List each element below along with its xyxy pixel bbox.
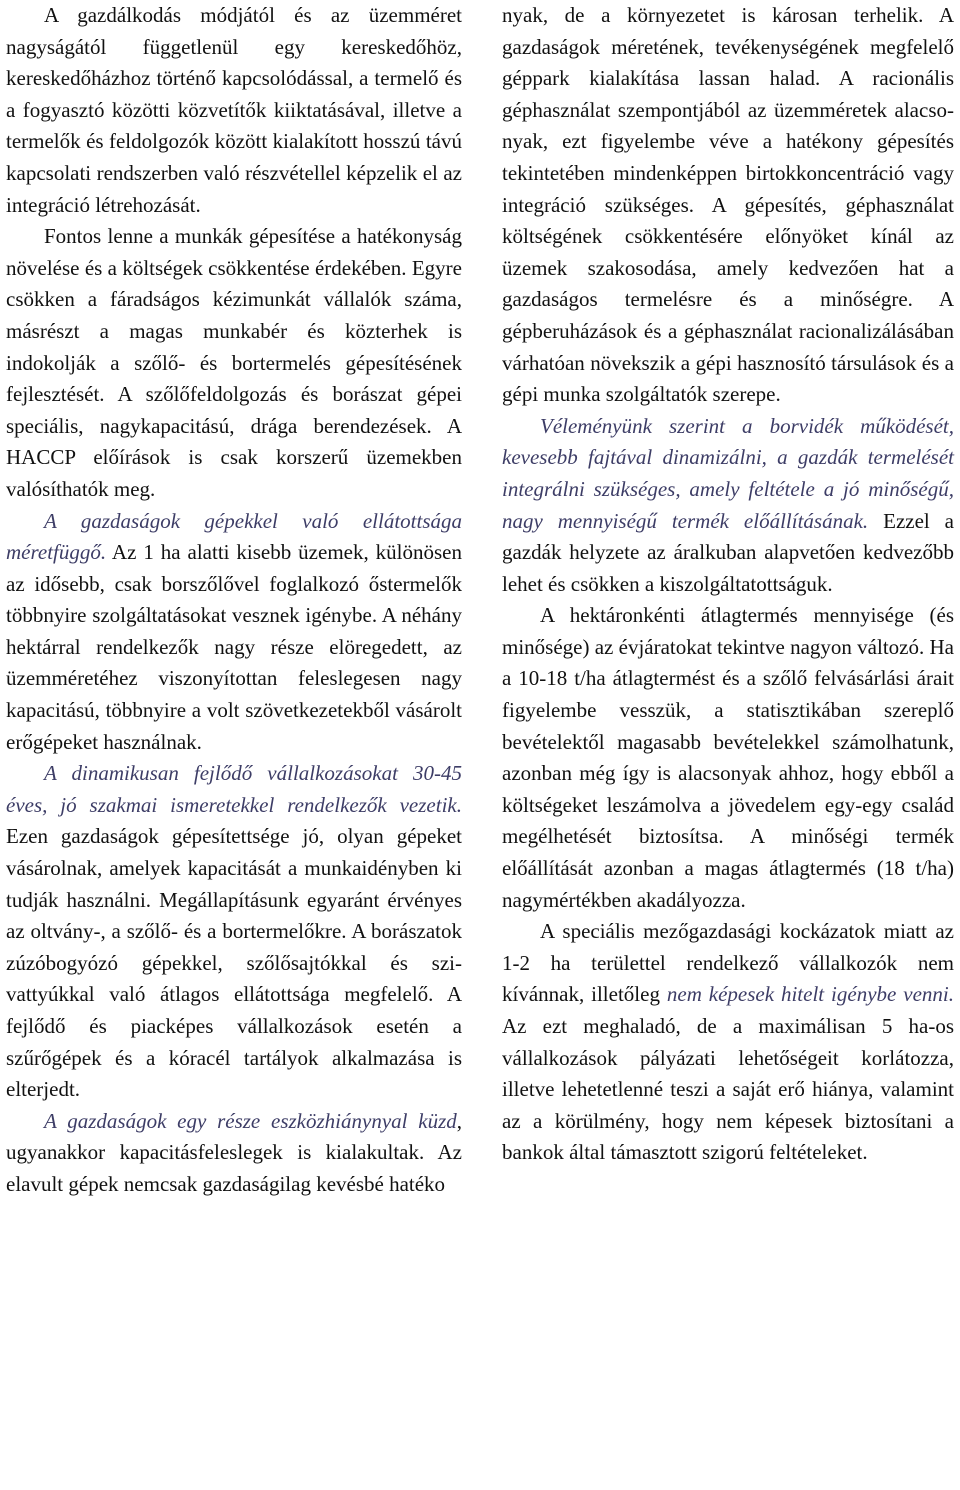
paragraph-yield: A hektáronkénti átlagtermés mennyisége (és minősége) az évjáratokat tekintve nagyon változó. Ha a 10-18 t/ha átlagtermést és a szőlő felvásárlási árait figyelembe vesszük, a statisztikában szereplő bevételektől magasabb bevételekkel számolhatunk, azonban még így is alacsonyak ahhoz, hogy ebből a költségeket leszámolva a jövedelem egy-egy család megélhetését biztosítsa. A minőségi termék előállítását azonban a magas átlagtermés (18 t/ha) nagymértékben akadályozza. (502, 603, 954, 912)
paragraph-text: , ugyanakkor kapacitásfeleslegek is kialakultak. Az elavult gépek nemcsak gazdaságilag kevésbé hatéko (6, 1108, 462, 1196)
paragraph-mechanization: Fontos lenne a munkák gépesítése a hatékonyság növelése és a költségek csökkentése érdekében. Egyre csökken a fáradságos kézimunkát vállalók száma, másrészt a magas munkabér és közterhek is indokolják a szőlő- és bortermelés gépesítésének fejlesztését. A szőlőfeldolgozás és borászat gépei speciális, nagykapacitású, drága berendezések. A HACCP előírások is csak korszerű üzemekben valósíthatók meg. (6, 224, 462, 501)
paragraph-text: Ezen gazdaságok gépesítettsége jó, olyan gépeket vásárolnak, amelyek kapacitását a munkaidényben ki tudják használni. Megállapításunk egyaránt érvényes az oltvány-, a szőlő- és a bortermelőkre. A borászatok zúzóbogyózó gépekkel, szőlősajtókkal és szivattyúkkal való átlagos ellátottsága megfelelő. A fejlődő és piacképes vállalkozások esetén a szűrőgépek és a kóracél tartályok alkalmazása is elterjedt. (6, 824, 462, 1102)
paragraph-text: Az 1 ha alatti kisebb üzemek, különösen az idősebb, csak borszőlővel foglalkozó őstermelők többnyire szolgáltatásokat vesznek igénybe. A néhány hektárral rendelkezők nagy része elöregedett, az üzemméretéhez viszonyítottan feleslegesen nagy kapacitású, többnyire a volt szövetkezetekből vásárolt erőgépeket használnak. (6, 540, 462, 754)
italic-highlight: A gazdaságok gépekkel való ellátottsága méretfüggő. (6, 508, 462, 565)
paragraph-equipment-shortage (6, 1106, 462, 1201)
paragraph-text: Az ezt meghaladó, de a maximálisan 5 ha-os vállalkozások pályázati lehetőségeit korlátozza, illetve lehetetlenné teszi a saját erő hiánya, valamint az a körülmény, hogy nem képesek biztosítani a bankok által támasztott szigorú feltételeket. (502, 1014, 954, 1165)
paragraph-integration: A gazdálkodás módjától és az üzemméret nagyságától függetlenül egy kereskedőhöz, kereskedőházhoz történő kapcsolódással, a termelő és a fogyasztó közötti közvetítők kiiktatásával, illetve a termelők és feldolgozók között kialakított hosszú távú kapcsolati rendszerben való részvétellel képzelik el az integráció létrehozását. (6, 3, 462, 217)
italic-highlight: Véleményünk szerint a borvidék működését, kevesebb fajtával dinamizálni, a gazdák termelését integrálni szükséges, amely feltétele a jó minőségű, nagy mennyiségű termék előállításának. (502, 413, 954, 533)
paragraph-continuation: nyak, de a környezetet is károsan terhelik. A gazdaságok méretének, tevékenységének megfelelő géppark kialakítása lassan halad. A racionális géphasználat szempontjából az üzemméretek alacsonyak, ezt figyelembe véve a hatékony gépesítés tekintetében mindenképpen birtokkoncentráció vagy integráció szükséges. A gépesítés, géphasználat költségének csökkentésére előnyöket kínál az üzemek szakosodása, amely kedvezően hat a gazdaságos termelésre és a minőségre. A gépberuházások és a géphasználat racionalizálásában várhatóan növekszik a gépi hasznosító társulások és a gépi munka szolgáltatók szerepe. (502, 3, 954, 407)
paragraph-text: A speciális mezőgazdasági kockázatok miatt az 1-2 ha területtel rendelkező vállalkozók nem kívánnak, illetőleg (502, 919, 954, 1007)
italic-highlight: A gazdaságok egy része eszközhiánynyal küzd (44, 1108, 457, 1133)
paragraph-credit (502, 916, 954, 1169)
left-column (6, 0, 462, 1201)
italic-highlight: nem képesek hitelt igénybe venni. (666, 982, 954, 1007)
italic-highlight: A dinamikusan fejlődő vállalkozásokat 30-45 éves, jó szakmai ismeretekkel rendelkezők vezetik. (6, 761, 462, 817)
paragraph-dynamic-enterprises (6, 758, 462, 1106)
paragraph-machine-supply (6, 506, 462, 759)
paragraph-text: Ezzel a gazdák helyzete az áralkuban alapvetően kedvezőbb lehet és csökken a kiszolgáltatottságuk. (502, 508, 955, 596)
right-column (502, 0, 954, 1169)
paragraph-opinion (502, 411, 954, 601)
